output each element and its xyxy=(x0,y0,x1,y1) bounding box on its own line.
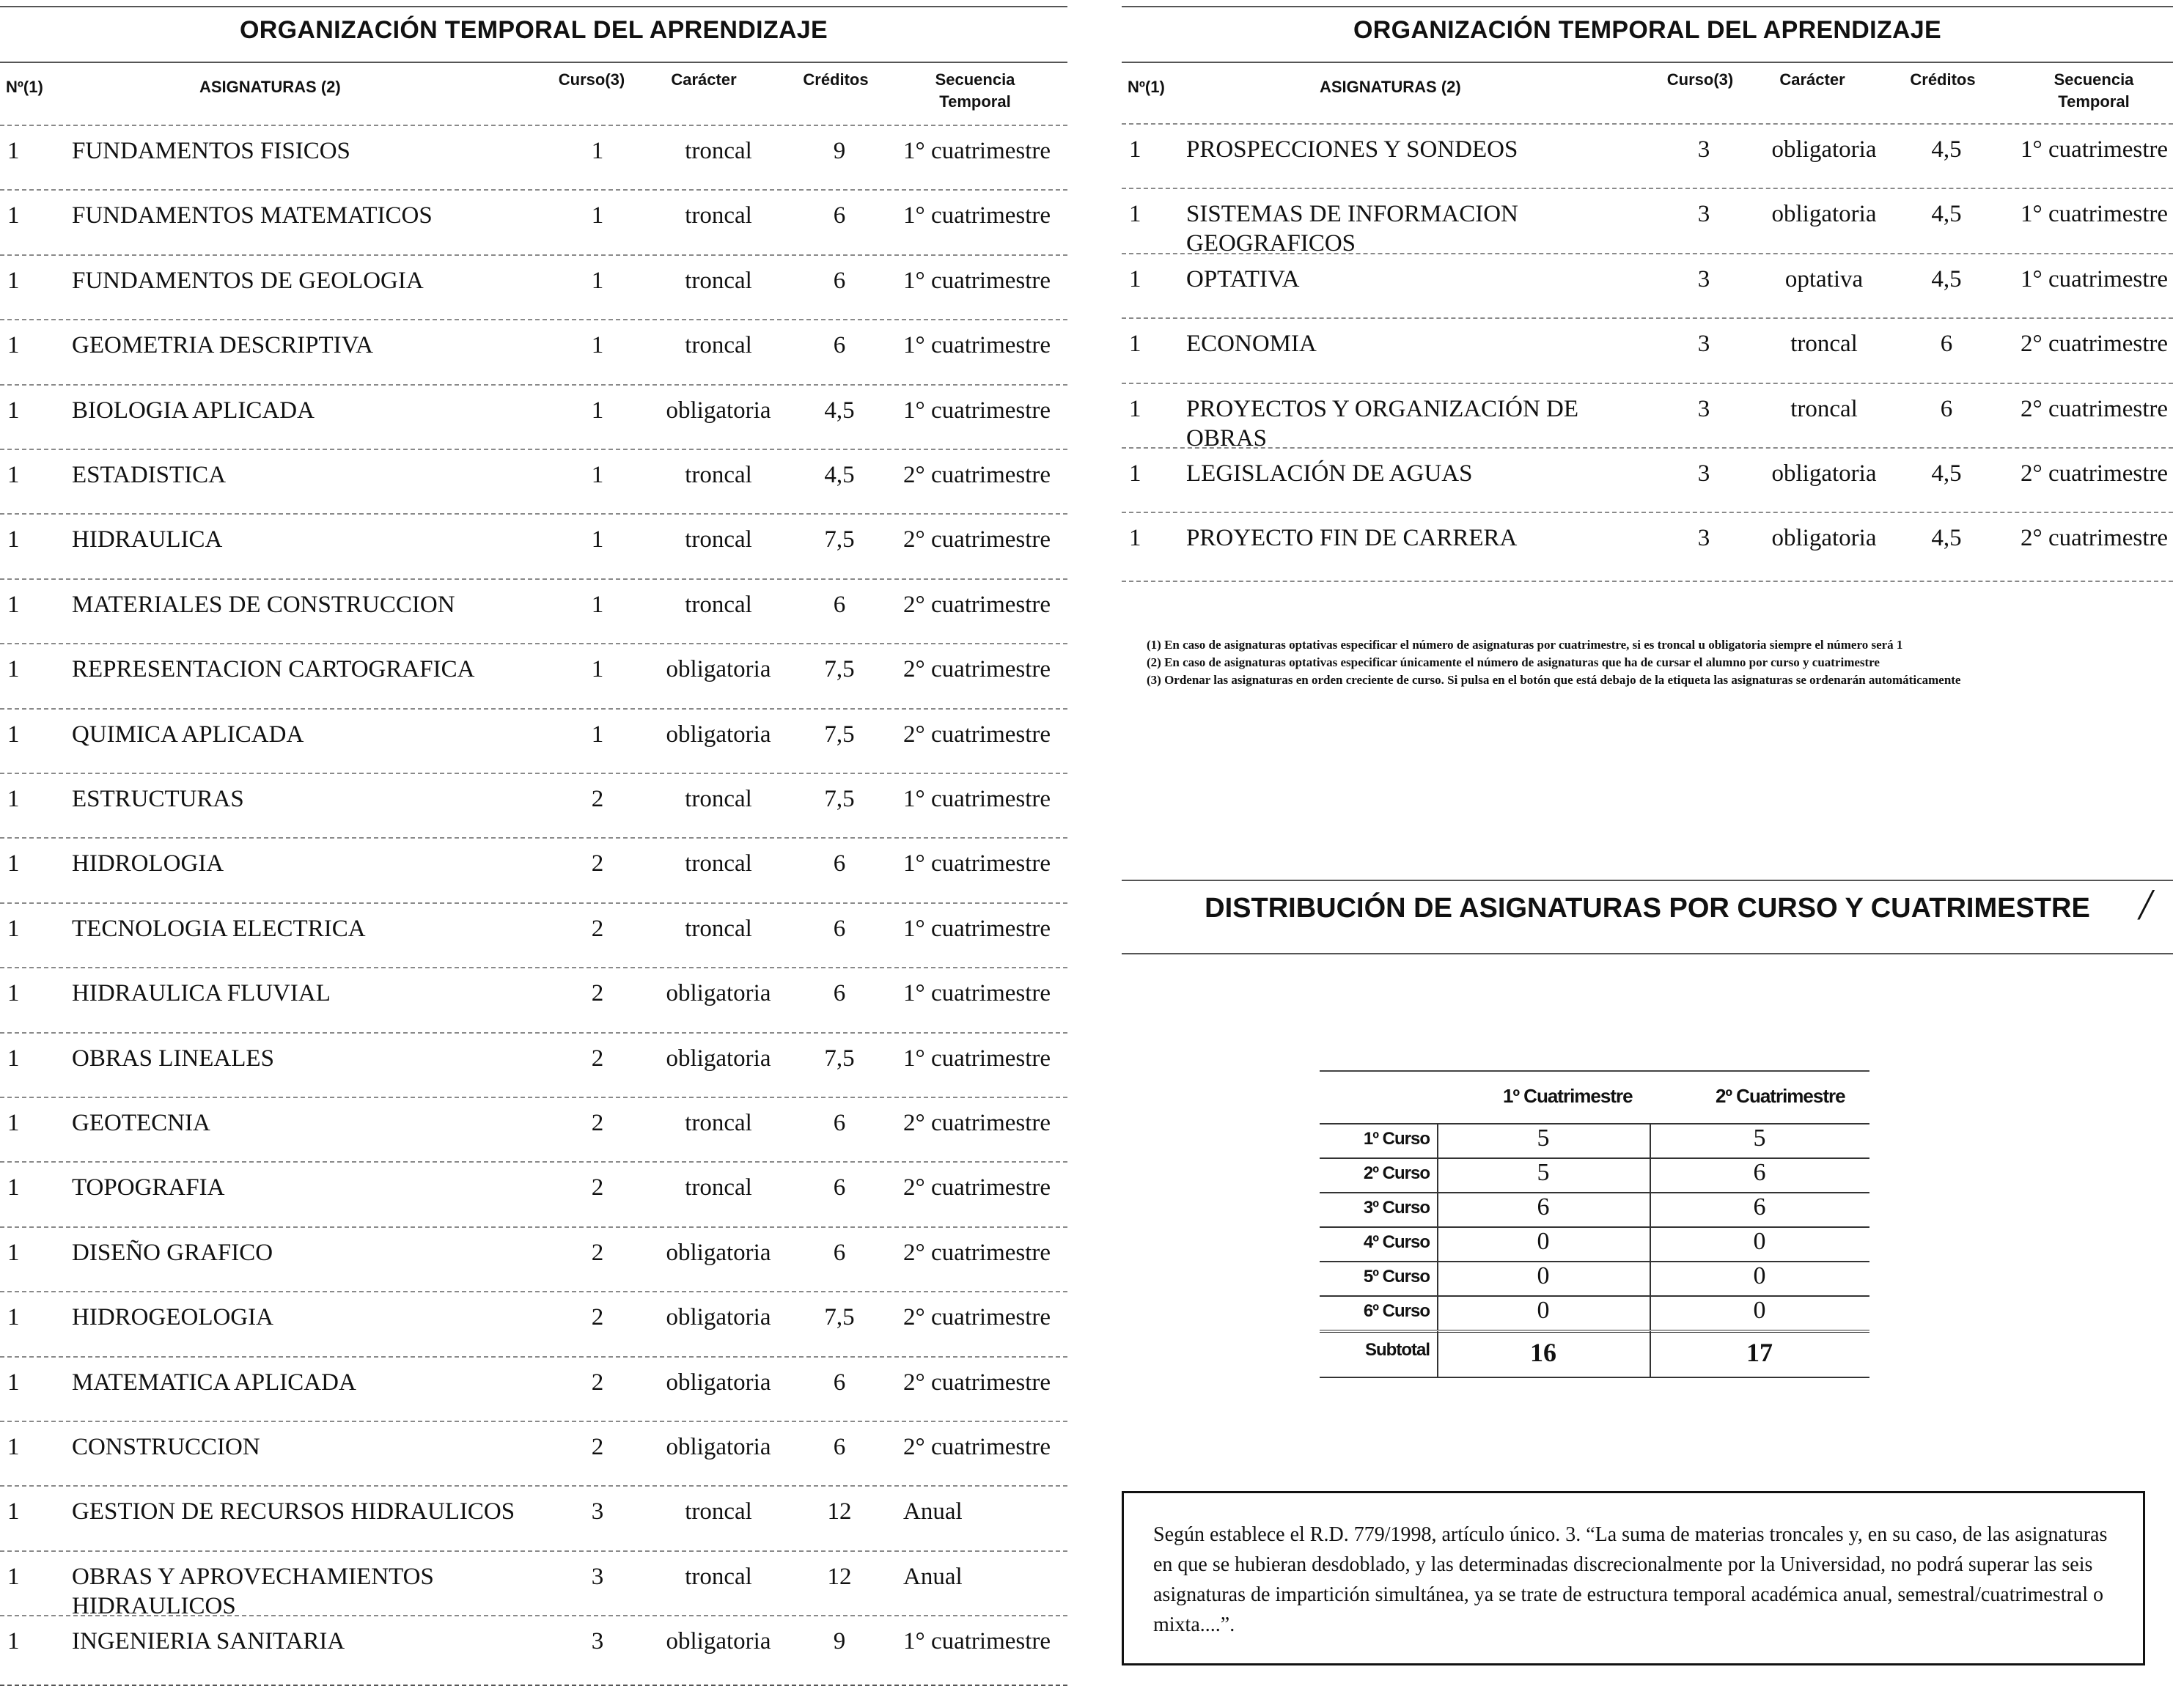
table-row xyxy=(1122,447,2173,513)
table-row xyxy=(1122,317,2173,383)
course-value: 1 xyxy=(591,267,604,294)
sequence-value: 1° cuatrimestre xyxy=(2021,136,2169,163)
subject-name: SISTEMAS DE INFORMACION GEOGRAFICOS xyxy=(1186,201,1518,257)
credits-value: 4,5 xyxy=(1931,201,1962,228)
distribution-col-2: 2º Cuatrimestre xyxy=(1716,1085,1845,1107)
sequence-value: 1° cuatrimestre xyxy=(903,267,1051,294)
cuatrimestre-2-count: 5 xyxy=(1753,1124,1766,1152)
credits-value: 6 xyxy=(833,202,846,229)
row-number: 1 xyxy=(7,915,20,942)
table-row xyxy=(0,1615,1067,1681)
row-number: 1 xyxy=(7,138,20,164)
col-header-num: Nº(1) xyxy=(6,78,43,96)
course-value: 3 xyxy=(591,1498,604,1525)
subject-name: PROYECTO FIN DE CARRERA xyxy=(1186,525,1518,552)
col-divider xyxy=(1650,1157,1651,1192)
credits-value: 4,5 xyxy=(1931,460,1962,487)
cuatrimestre-1-count: 6 xyxy=(1537,1193,1550,1221)
subject-name: LEGISLACIÓN DE AGUAS xyxy=(1186,460,1473,487)
cuatrimestre-2-count: 0 xyxy=(1753,1228,1766,1255)
row-number: 1 xyxy=(7,721,20,748)
distribution-row xyxy=(1320,1226,1869,1261)
col-header-sequence xyxy=(902,69,1048,113)
subject-name: HIDRAULICA FLUVIAL xyxy=(72,980,331,1007)
col-header-credits: Créditos xyxy=(803,70,869,89)
subject-name: REPRESENTACION CARTOGRAFICA xyxy=(72,656,475,683)
table-row xyxy=(0,708,1067,774)
credits-value: 6 xyxy=(833,591,846,618)
table-row xyxy=(1122,253,2173,319)
table-row xyxy=(0,1485,1067,1551)
subject-name: GEOTECNIA xyxy=(72,1110,210,1136)
type-value: troncal xyxy=(685,1563,752,1590)
col-divider xyxy=(1650,1123,1651,1157)
row-number: 1 xyxy=(1129,265,1141,292)
sequence-value: 1° cuatrimestre xyxy=(903,138,1051,164)
table-row xyxy=(0,578,1067,644)
course-value: 1 xyxy=(591,202,604,229)
type-value: troncal xyxy=(685,462,752,488)
course-value: 1 xyxy=(591,397,604,424)
table-row xyxy=(0,643,1067,709)
cuatrimestre-1-count: 0 xyxy=(1537,1228,1550,1255)
row-number: 1 xyxy=(7,1239,20,1266)
type-value: troncal xyxy=(685,850,752,877)
sequence-value: 1° cuatrimestre xyxy=(903,850,1051,877)
type-value: troncal xyxy=(685,1498,752,1525)
type-value: troncal xyxy=(1790,395,1858,422)
type-value: obligatoria xyxy=(666,1045,771,1072)
course-value: 3 xyxy=(1697,395,1710,422)
credits-value: 6 xyxy=(1940,395,1953,422)
subject-name: ESTRUCTURAS xyxy=(72,786,244,812)
row-number: 1 xyxy=(7,332,20,359)
footnote-2: (2) En caso de asignaturas optativas especificar únicamente el número de asignaturas que ha de cursar el alumno por curso y cuatrimestre xyxy=(1147,655,1880,669)
subject-name: GEOMETRIA DESCRIPTIVA xyxy=(72,332,374,359)
type-value: troncal xyxy=(1790,331,1858,358)
type-value: troncal xyxy=(685,786,752,812)
row-number: 1 xyxy=(7,267,20,294)
subject-name: TOPOGRAFIA xyxy=(72,1174,225,1201)
col-header-sequence-line1: Secuencia xyxy=(2053,70,2134,89)
table-row xyxy=(0,319,1067,385)
col-divider xyxy=(1437,1226,1438,1261)
course-value: 1 xyxy=(591,656,604,683)
col-header-subject: ASIGNATURAS (2) xyxy=(199,78,341,96)
sequence-value: 2° cuatrimestre xyxy=(903,1239,1051,1266)
table-row xyxy=(1122,188,2173,257)
col-divider xyxy=(1650,1331,1651,1377)
row-number: 1 xyxy=(7,1563,20,1590)
credits-value: 4,5 xyxy=(824,397,855,424)
table-row xyxy=(1122,123,2173,189)
col-divider xyxy=(1650,1295,1651,1330)
sequence-value: 2° cuatrimestre xyxy=(903,462,1051,488)
subject-name: ESTADISTICA xyxy=(72,462,227,488)
sequence-value: 2° cuatrimestre xyxy=(903,591,1051,618)
sequence-value: 2° cuatrimestre xyxy=(903,1110,1051,1136)
col-divider xyxy=(1437,1123,1438,1157)
row-number: 1 xyxy=(7,1434,20,1460)
sequence-value: 2° cuatrimestre xyxy=(903,1174,1051,1201)
table-row xyxy=(0,384,1067,450)
sequence-value: 1° cuatrimestre xyxy=(2021,265,2169,292)
row-number: 1 xyxy=(7,526,20,553)
sequence-value: 2° cuatrimestre xyxy=(2021,525,2169,552)
top-rule xyxy=(1122,6,2173,7)
subject-name: FUNDAMENTOS MATEMATICOS xyxy=(72,202,433,229)
row-number: 1 xyxy=(7,1110,20,1136)
sequence-value: 1° cuatrimestre xyxy=(903,1628,1051,1655)
cuatrimestre-1-count: 5 xyxy=(1537,1124,1550,1152)
sequence-value: 2° cuatrimestre xyxy=(903,721,1051,748)
credits-value: 6 xyxy=(833,332,846,359)
subject-name: PROSPECCIONES Y SONDEOS xyxy=(1186,136,1518,163)
sequence-value: 1° cuatrimestre xyxy=(903,397,1051,424)
table-row xyxy=(0,254,1067,320)
row-number: 1 xyxy=(7,850,20,877)
subject-name: OPTATIVA xyxy=(1186,265,1300,292)
course-value: 1 xyxy=(591,591,604,618)
credits-value: 9 xyxy=(833,1628,846,1655)
subject-name: HIDROGEOLOGIA xyxy=(72,1304,273,1331)
course-value: 3 xyxy=(1697,331,1710,358)
course-value: 2 xyxy=(591,1174,604,1201)
course-value: 2 xyxy=(591,1239,604,1266)
type-value: obligatoria xyxy=(666,656,771,683)
course-label: 2º Curso xyxy=(1363,1163,1430,1183)
cuatrimestre-1-count: 5 xyxy=(1537,1159,1550,1186)
course-value: 1 xyxy=(591,526,604,553)
row-number: 1 xyxy=(7,1498,20,1525)
col-header-sequence-line2: Temporal xyxy=(2058,92,2130,111)
row-number: 1 xyxy=(1129,460,1141,487)
table-row xyxy=(0,1550,1067,1619)
distribution-row xyxy=(1320,1123,1869,1157)
table-row xyxy=(1122,383,2173,452)
course-value: 3 xyxy=(1697,265,1710,292)
credits-value: 4,5 xyxy=(1931,265,1962,292)
credits-value: 6 xyxy=(833,850,846,877)
subject-name: INGENIERIA SANITARIA xyxy=(72,1628,345,1655)
credits-value: 6 xyxy=(833,1239,846,1266)
distribution-rows xyxy=(1320,1123,1869,1330)
col-divider xyxy=(1437,1295,1438,1330)
course-value: 1 xyxy=(591,332,604,359)
course-label: 4º Curso xyxy=(1363,1232,1430,1252)
course-value: 2 xyxy=(591,980,604,1007)
row-number: 1 xyxy=(7,1045,20,1072)
subject-name: TECNOLOGIA ELECTRICA xyxy=(72,915,366,942)
distribution-row xyxy=(1320,1192,1869,1226)
course-value: 1 xyxy=(591,138,604,164)
credits-value: 6 xyxy=(833,1174,846,1201)
credits-value: 9 xyxy=(833,138,846,164)
type-value: obligatoria xyxy=(666,1434,771,1460)
sequence-value: 1° cuatrimestre xyxy=(903,1045,1051,1072)
sequence-value: 1° cuatrimestre xyxy=(903,786,1051,812)
subject-name: ECONOMIA xyxy=(1186,331,1317,358)
col-divider xyxy=(1650,1226,1651,1261)
table-row xyxy=(1122,512,2173,578)
course-value: 2 xyxy=(591,1434,604,1460)
cuatrimestre-1-count: 0 xyxy=(1537,1297,1550,1324)
type-value: obligatoria xyxy=(666,1304,771,1331)
sequence-value: Anual xyxy=(903,1498,963,1525)
credits-value: 6 xyxy=(1940,331,1953,358)
table-row xyxy=(0,773,1067,839)
type-value: obligatoria xyxy=(1771,460,1877,487)
subject-name: MATEMATICA APLICADA xyxy=(72,1369,356,1396)
type-value: obligatoria xyxy=(1771,136,1877,163)
credits-value: 4,5 xyxy=(1931,525,1962,552)
distribution-row xyxy=(1320,1157,1869,1192)
cuatrimestre-2-count: 0 xyxy=(1753,1297,1766,1324)
col-header-num: Nº(1) xyxy=(1128,78,1165,96)
sequence-value: 2° cuatrimestre xyxy=(903,1369,1051,1396)
col-divider xyxy=(1650,1192,1651,1226)
course-value: 2 xyxy=(591,786,604,812)
sequence-value: Anual xyxy=(903,1563,963,1590)
dist-bottom-rule xyxy=(1122,953,2173,954)
col-header-type: Carácter xyxy=(671,70,737,89)
row-number: 1 xyxy=(7,1304,20,1331)
distribution-title: DISTRIBUCIÓN DE ASIGNATURAS POR CURSO Y CUATRIMESTRE xyxy=(1205,893,2090,924)
subtotal-value-1: 16 xyxy=(1530,1338,1556,1367)
footnote-3: (3) Ordenar las asignaturas en orden creciente de curso. Si pulsa en el botón que está debajo de la etiqueta las asignaturas se ordenarán automáticamente xyxy=(1147,673,1961,687)
type-value: troncal xyxy=(685,138,752,164)
sequence-value: 2° cuatrimestre xyxy=(2021,460,2169,487)
subject-name: OBRAS Y APROVECHAMIENTOS HIDRAULICOS xyxy=(72,1563,434,1619)
cuatrimestre-2-count: 6 xyxy=(1753,1159,1766,1186)
credits-value: 7,5 xyxy=(824,1304,855,1331)
sequence-value: 1° cuatrimestre xyxy=(2021,201,2169,228)
type-value: troncal xyxy=(685,332,752,359)
subtotal-value-2: 17 xyxy=(1746,1338,1773,1367)
course-value: 3 xyxy=(1697,460,1710,487)
type-value: troncal xyxy=(685,591,752,618)
row-number: 1 xyxy=(7,786,20,812)
cuatrimestre-2-count: 0 xyxy=(1753,1262,1766,1289)
row-number: 1 xyxy=(7,1628,20,1655)
row-number: 1 xyxy=(7,980,20,1007)
col-header-type: Carácter xyxy=(1779,70,1845,89)
type-value: optativa xyxy=(1784,265,1864,292)
distribution-row xyxy=(1320,1295,1869,1330)
course-value: 3 xyxy=(1697,136,1710,163)
row-number: 1 xyxy=(1129,331,1141,358)
col-header-sequence-line2: Temporal xyxy=(939,92,1011,111)
title-rule xyxy=(0,62,1067,63)
sequence-value: 1° cuatrimestre xyxy=(903,980,1051,1007)
subject-name: HIDROLOGIA xyxy=(72,850,224,877)
credits-value: 6 xyxy=(833,1434,846,1460)
col-header-subject: ASIGNATURAS (2) xyxy=(1320,78,1461,96)
course-value: 2 xyxy=(591,1110,604,1136)
handwritten-mark: / xyxy=(2139,880,2152,929)
table-row xyxy=(0,449,1067,515)
row-number: 1 xyxy=(7,591,20,618)
row-number: 1 xyxy=(1129,136,1141,163)
course-label: 6º Curso xyxy=(1363,1301,1430,1321)
footnotes xyxy=(1147,636,2173,689)
subtotal-label: Subtotal xyxy=(1365,1340,1430,1360)
subject-name: BIOLOGIA APLICADA xyxy=(72,397,315,424)
table-row xyxy=(0,125,1067,191)
subject-name: CONSTRUCCION xyxy=(72,1434,260,1460)
col-header-course: Curso(3) xyxy=(1666,70,1734,89)
table-end-rule xyxy=(1122,581,2173,582)
course-label: 3º Curso xyxy=(1363,1198,1430,1218)
type-value: troncal xyxy=(685,202,752,229)
legal-note-text: Según establece el R.D. 779/1998, artículo único. 3. “La suma de materias troncales y, en su caso, de las asignaturas en que se hubieran desdoblado, y las determinadas discrecionalmente por la Universidad, no podrá superar las seis asignaturas de impartición simultánea, ya se trate de estructura temporal académica anual, semestral/cuatrimestral o mixta....”. xyxy=(1153,1523,2108,1636)
type-value: troncal xyxy=(685,526,752,553)
dist-top-rule xyxy=(1122,880,2173,881)
subject-name: HIDRAULICA xyxy=(72,526,223,553)
subject-name: MATERIALES DE CONSTRUCCION xyxy=(72,591,455,618)
row-number: 1 xyxy=(7,1369,20,1396)
sequence-value: 2° cuatrimestre xyxy=(2021,331,2169,358)
type-value: obligatoria xyxy=(666,1239,771,1266)
table-row xyxy=(0,513,1067,579)
credits-value: 6 xyxy=(833,915,846,942)
table-row xyxy=(0,1421,1067,1487)
top-rule xyxy=(0,6,1067,7)
course-value: 3 xyxy=(1697,525,1710,552)
subject-name: QUIMICA APLICADA xyxy=(72,721,304,748)
table-row xyxy=(0,1226,1067,1292)
table-row xyxy=(0,1097,1067,1163)
distribution-col-1: 1º Cuatrimestre xyxy=(1503,1085,1633,1107)
subject-name: FUNDAMENTOS FISICOS xyxy=(72,138,350,164)
type-value: troncal xyxy=(685,267,752,294)
footnote-1: (1) En caso de asignaturas optativas especificar el número de asignaturas por cuatrimestre, si es troncal u obligatoria siempre el número será 1 xyxy=(1147,638,1903,652)
course-value: 3 xyxy=(591,1628,604,1655)
col-header-course: Curso(3) xyxy=(558,70,625,89)
course-value: 2 xyxy=(591,915,604,942)
page-title: ORGANIZACIÓN TEMPORAL DEL APRENDIZAJE xyxy=(240,16,828,44)
table-row xyxy=(0,902,1067,968)
course-value: 2 xyxy=(591,1045,604,1072)
col-divider xyxy=(1437,1261,1438,1295)
credits-value: 6 xyxy=(833,1369,846,1396)
subject-name: PROYECTOS Y ORGANIZACIÓN DE OBRAS xyxy=(1186,395,1579,452)
credits-value: 7,5 xyxy=(824,526,855,553)
subject-name: FUNDAMENTOS DE GEOLOGIA xyxy=(72,267,424,294)
credits-value: 7,5 xyxy=(824,656,855,683)
distribution-header-row xyxy=(1320,1070,1869,1123)
type-value: obligatoria xyxy=(666,721,771,748)
bottom-rule xyxy=(0,1685,1067,1686)
type-value: obligatoria xyxy=(666,397,771,424)
col-divider xyxy=(1437,1157,1438,1192)
row-number: 1 xyxy=(7,656,20,683)
credits-value: 12 xyxy=(827,1563,852,1590)
row-number: 1 xyxy=(1129,395,1141,422)
sequence-value: 1° cuatrimestre xyxy=(903,915,1051,942)
table-row xyxy=(0,837,1067,903)
col-divider xyxy=(1650,1261,1651,1295)
type-value: obligatoria xyxy=(1771,525,1877,552)
col-divider xyxy=(1437,1331,1438,1377)
cuatrimestre-2-count: 6 xyxy=(1753,1193,1766,1221)
sequence-value: 2° cuatrimestre xyxy=(903,1304,1051,1331)
type-value: obligatoria xyxy=(666,980,771,1007)
type-value: troncal xyxy=(685,1110,752,1136)
subject-name: OBRAS LINEALES xyxy=(72,1045,274,1072)
credits-value: 7,5 xyxy=(824,786,855,812)
type-value: obligatoria xyxy=(666,1369,771,1396)
subject-name: GESTION DE RECURSOS HIDRAULICOS xyxy=(72,1498,515,1525)
legal-note-box xyxy=(1122,1491,2145,1665)
course-value: 3 xyxy=(1697,201,1710,228)
course-value: 1 xyxy=(591,721,604,748)
credits-value: 7,5 xyxy=(824,721,855,748)
col-header-credits: Créditos xyxy=(1910,70,1976,89)
row-number: 1 xyxy=(1129,201,1141,228)
row-number: 1 xyxy=(7,462,20,488)
sequence-value: 2° cuatrimestre xyxy=(903,526,1051,553)
sequence-value: 2° cuatrimestre xyxy=(903,1434,1051,1460)
course-value: 2 xyxy=(591,1369,604,1396)
credits-value: 4,5 xyxy=(824,462,855,488)
type-value: troncal xyxy=(685,1174,752,1201)
type-value: obligatoria xyxy=(666,1628,771,1655)
sequence-value: 2° cuatrimestre xyxy=(2021,395,2169,422)
course-value: 2 xyxy=(591,850,604,877)
distribution-table xyxy=(1320,1070,1869,1378)
col-header-sequence-line1: Secuencia xyxy=(935,70,1015,89)
row-number: 1 xyxy=(7,202,20,229)
page-title: ORGANIZACIÓN TEMPORAL DEL APRENDIZAJE xyxy=(1353,16,1941,44)
row-number: 1 xyxy=(7,1174,20,1201)
course-value: 3 xyxy=(591,1563,604,1590)
course-label: 5º Curso xyxy=(1363,1267,1430,1286)
table-row xyxy=(0,1291,1067,1357)
credits-value: 12 xyxy=(827,1498,852,1525)
course-label: 1º Curso xyxy=(1363,1129,1430,1149)
distribution-row xyxy=(1320,1261,1869,1295)
credits-value: 6 xyxy=(833,267,846,294)
table-row xyxy=(0,967,1067,1033)
course-value: 2 xyxy=(591,1304,604,1331)
title-rule xyxy=(1122,62,2173,63)
credits-value: 4,5 xyxy=(1931,136,1962,163)
table-row xyxy=(0,1161,1067,1227)
sequence-value: 1° cuatrimestre xyxy=(903,332,1051,359)
type-value: obligatoria xyxy=(1771,201,1877,228)
table-row xyxy=(0,1032,1067,1098)
subject-name: DISEÑO GRAFICO xyxy=(72,1239,273,1266)
course-value: 1 xyxy=(591,462,604,488)
cuatrimestre-1-count: 0 xyxy=(1537,1262,1550,1289)
row-number: 1 xyxy=(7,397,20,424)
col-divider xyxy=(1437,1192,1438,1226)
row-number: 1 xyxy=(1129,525,1141,552)
table-row xyxy=(0,1356,1067,1422)
sequence-value: 1° cuatrimestre xyxy=(903,202,1051,229)
table-row xyxy=(0,189,1067,255)
type-value: troncal xyxy=(685,915,752,942)
distribution-subtotal-row xyxy=(1320,1330,1869,1378)
credits-value: 7,5 xyxy=(824,1045,855,1072)
credits-value: 6 xyxy=(833,980,846,1007)
col-header-sequence xyxy=(2021,69,2167,113)
sequence-value: 2° cuatrimestre xyxy=(903,656,1051,683)
credits-value: 6 xyxy=(833,1110,846,1136)
